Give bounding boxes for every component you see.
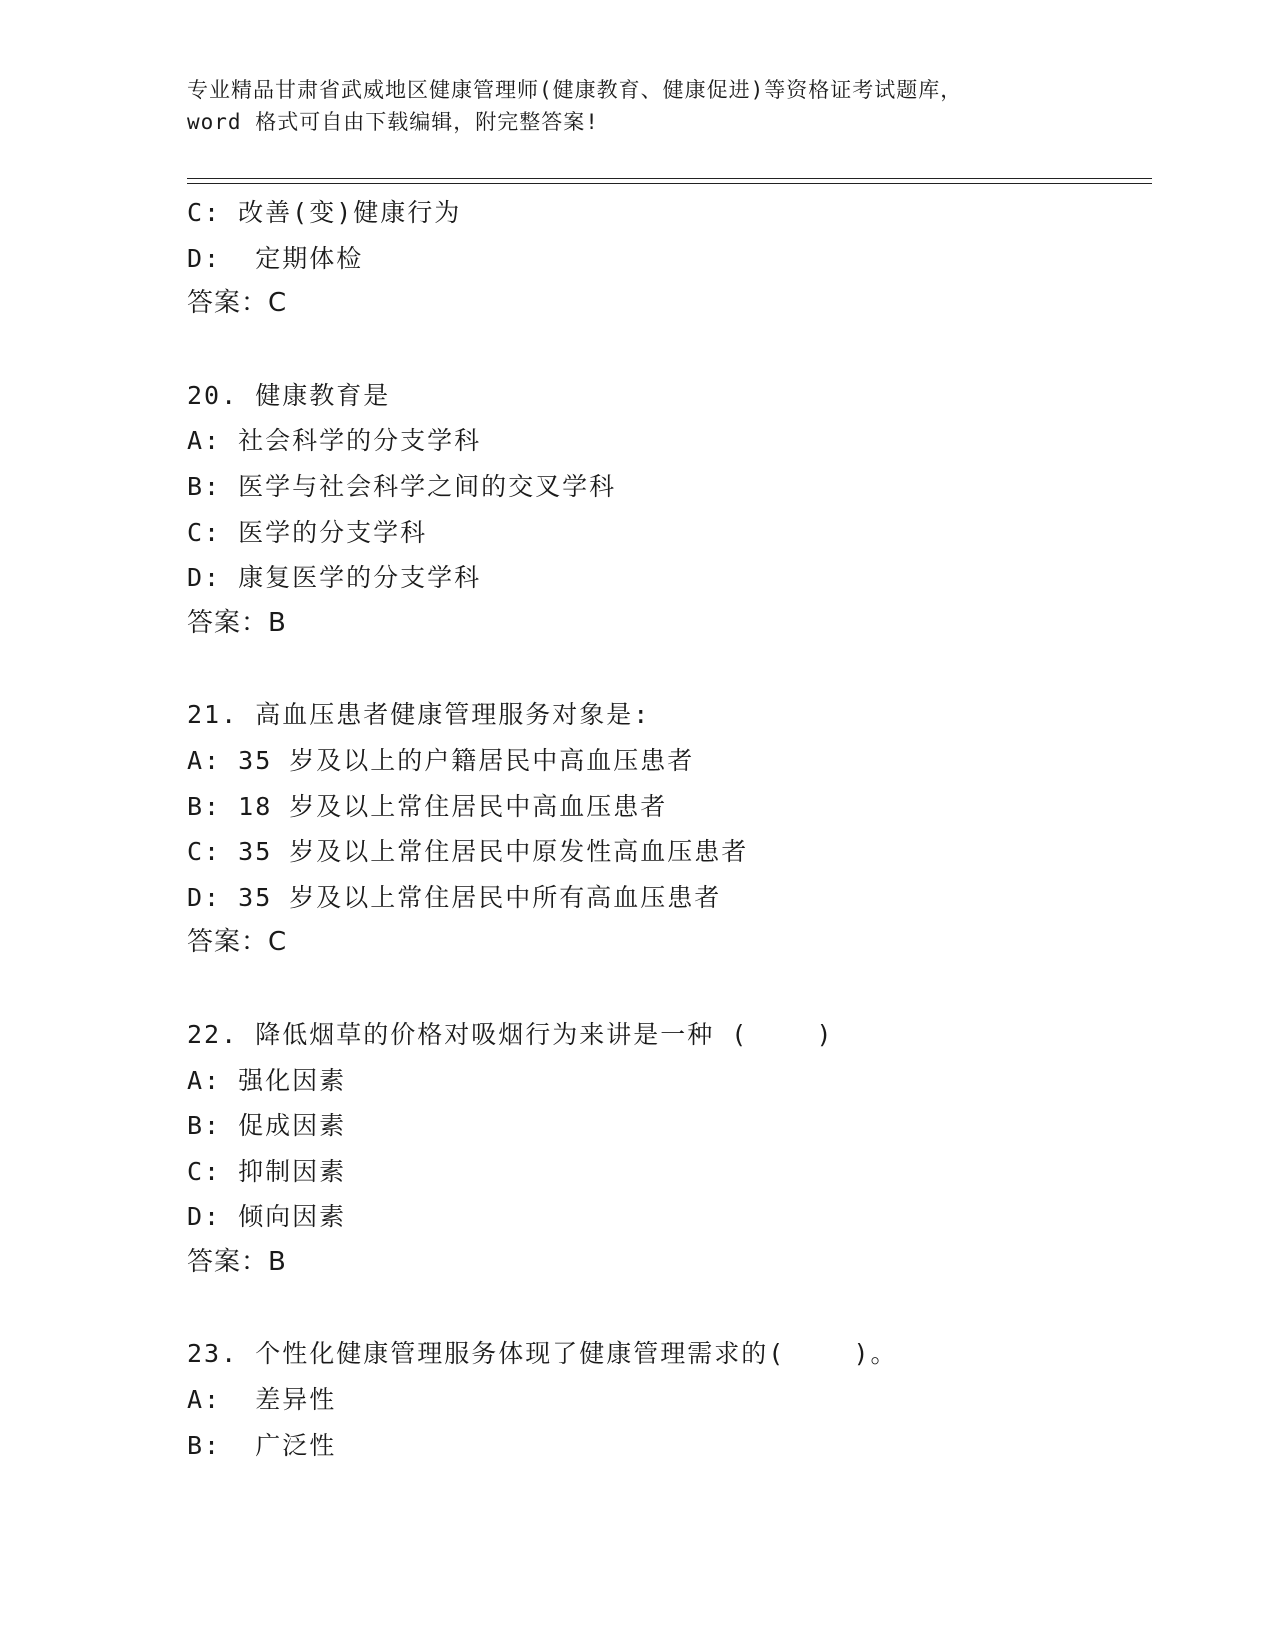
question-fragment	[187, 190, 1152, 327]
answer-line: 答案：B	[187, 607, 287, 638]
option-a: A: 强化因素	[187, 1065, 347, 1095]
option-c: C: 35 岁及以上常住居民中原发性高血压患者	[187, 837, 749, 867]
question-stem: 21. 高血压患者健康管理服务对象是:	[187, 700, 651, 730]
header-divider-top	[187, 178, 1152, 179]
spacer	[187, 327, 1152, 373]
option-a: A: 35 岁及以上的户籍居民中高血压患者	[187, 745, 695, 775]
question-stem: 23. 个性化健康管理服务体现了健康管理需求的( )。	[187, 1339, 898, 1369]
header-line-1: 专业精品甘肃省武威地区健康管理师(健康教育、健康促进)等资格证考试题库，	[187, 78, 963, 102]
option-d: D: 定期体检	[187, 243, 364, 273]
option-c: C: 改善(变)健康行为	[187, 198, 462, 227]
question-stem: 20. 健康教育是	[187, 380, 391, 410]
spacer	[187, 646, 1152, 692]
option-d: D: 康复医学的分支学科	[187, 563, 482, 593]
spacer	[187, 966, 1152, 1012]
option-a: A: 社会科学的分支学科	[187, 426, 482, 456]
header-divider-bottom	[187, 183, 1152, 184]
spacer	[187, 1285, 1152, 1331]
option-b: B: 医学与社会科学之间的交叉学科	[187, 471, 617, 501]
question-item	[187, 1012, 1152, 1286]
option-a: A: 差异性	[187, 1385, 337, 1415]
question-item	[187, 1331, 1152, 1468]
question-item	[187, 692, 1152, 966]
option-b: B: 18 岁及以上常住居民中高血压患者	[187, 791, 668, 821]
document-header	[187, 74, 1067, 138]
option-b: B: 促成因素	[187, 1111, 347, 1141]
option-d: D: 35 岁及以上常住居民中所有高血压患者	[187, 882, 722, 912]
question-item	[187, 373, 1152, 647]
option-c: C: 抑制因素	[187, 1156, 347, 1186]
answer-line: 答案：C	[187, 927, 288, 958]
question-stem: 22. 降低烟草的价格对吸烟行为来讲是一种 ( )	[187, 1019, 834, 1049]
header-line-2: word 格式可自由下载编辑，附完整答案!	[187, 110, 599, 134]
option-b: B: 广泛性	[187, 1430, 337, 1460]
answer-line: 答案：B	[187, 1246, 287, 1277]
option-c: C: 医学的分支学科	[187, 517, 428, 547]
option-d: D: 倾向因素	[187, 1202, 347, 1232]
answer-line: 答案：C	[187, 288, 288, 319]
question-list	[187, 190, 1152, 1468]
